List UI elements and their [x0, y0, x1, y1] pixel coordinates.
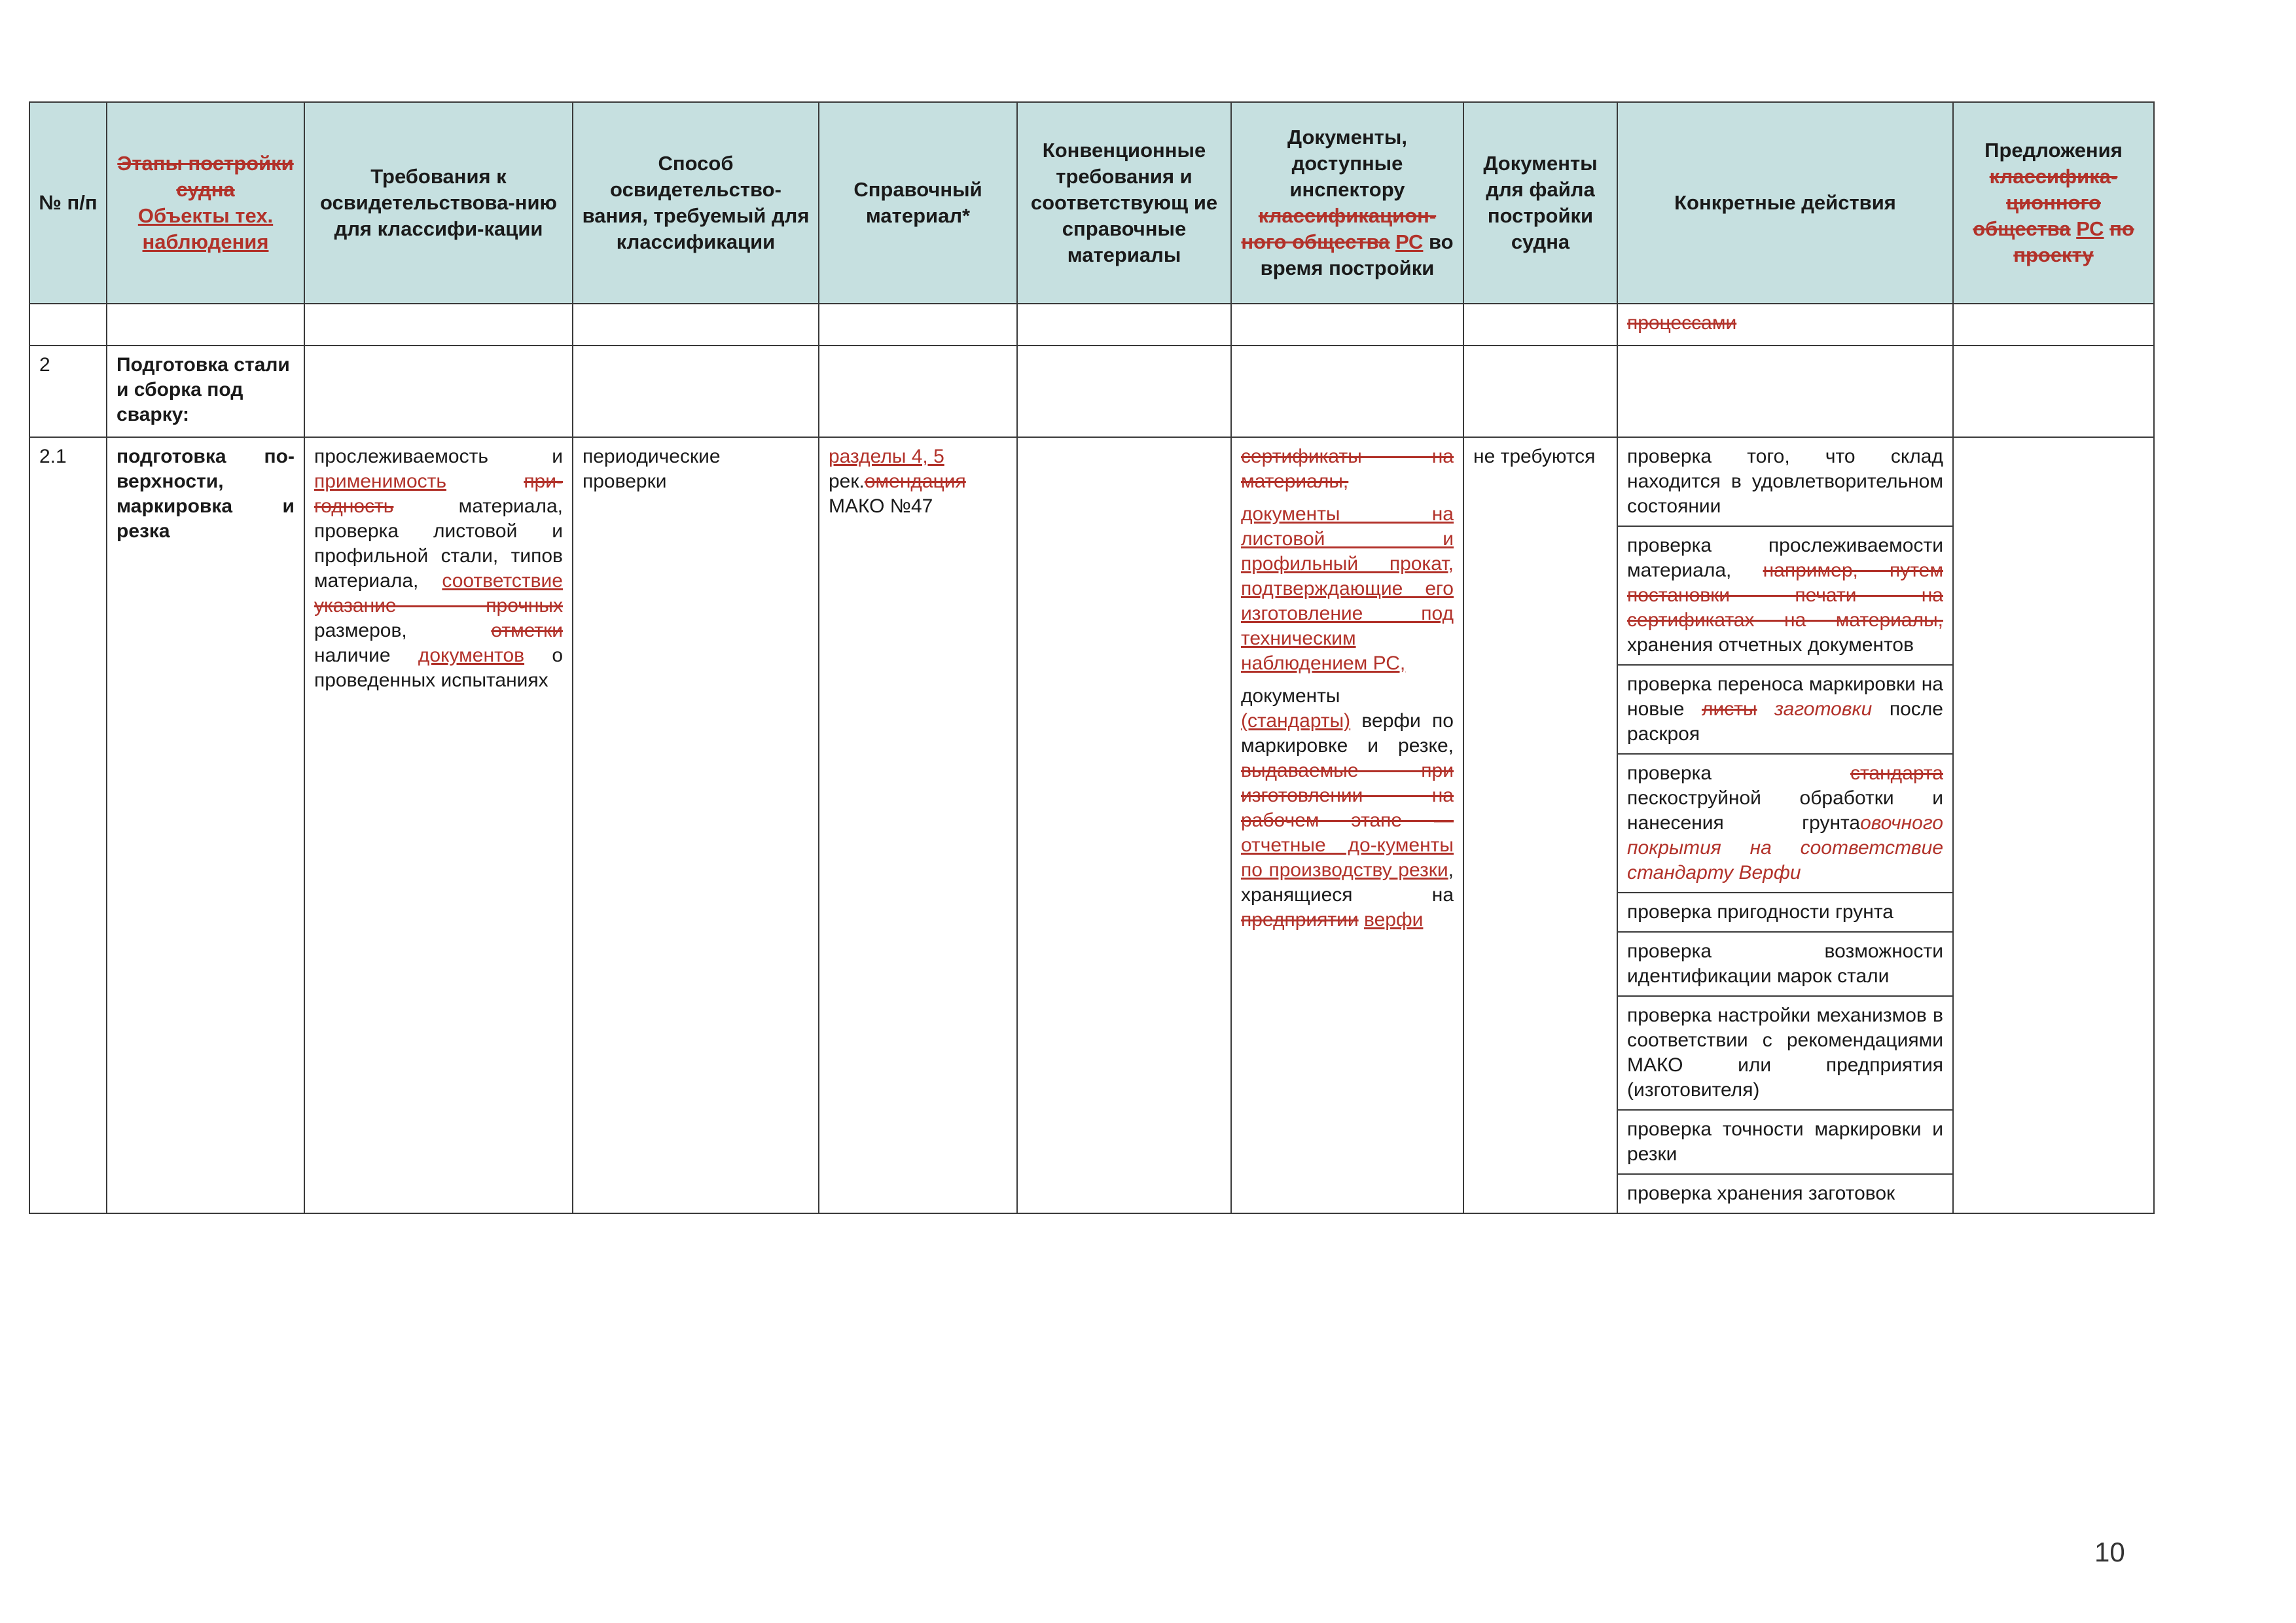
header-num: № п/п — [29, 102, 107, 304]
header-docs-inserted: РС — [1395, 230, 1424, 253]
item-docs-inspector: сертификаты на материалы, документы на листовой и профильный прокат, подтверждающие его изготовление под техническим наблюдением РС, документы (стандарты) верфи по маркировке и резке, выдаваемые при изготовлении на рабочем этапе — отчетные до-кументы по производству резки, хранящиеся на предприятии верфи — [1231, 437, 1463, 1213]
item-requirements: прослеживаемость и применимость при-годность материала, проверка листовой и профильной стали, типов материала, соответствие указание прочных размеров, отметки наличие документов о проведенных испытаниях — [304, 437, 573, 1213]
table-row-carryover — [29, 304, 2154, 346]
header-reference: Справочный материал* — [819, 102, 1017, 304]
item-reference: разделы 4, 5 рек.омендация МАКО №47 — [819, 437, 1017, 1213]
page-number: 10 — [2094, 1537, 2125, 1567]
header-stages-inserted: Объекты тех. наблюдения — [137, 204, 274, 253]
classification-table — [29, 101, 2155, 1214]
carryover-deleted-text: процессами — [1627, 312, 1737, 334]
item-conventional — [1017, 437, 1231, 1213]
item-number: 2.1 — [29, 437, 107, 1213]
header-stages-deleted: Этапы постройки судна — [117, 152, 294, 201]
stage-number: 2 — [29, 346, 107, 437]
header-stages — [107, 102, 304, 304]
header-method: Способ освидетельство-вания, требуемый для классификации — [573, 102, 819, 304]
action-item: проверка хранения заготовок — [1627, 1183, 1895, 1204]
table-row-stage-2 — [29, 346, 2154, 437]
header-actions: Конкретные действия — [1617, 102, 1953, 304]
table-row-item-2-1 — [29, 437, 2154, 1213]
action-item: проверка того, что склад находится в удовлетворительном состоянии — [1618, 438, 1952, 527]
header-proposals-deleted: классифика-ционного общества — [1973, 165, 2118, 240]
action-item: проверка точности маркировки и резки — [1618, 1111, 1952, 1175]
header-requirements: Требования к освидетельствова-нию для классифи-кации — [304, 102, 573, 304]
action-item: проверка прослеживаемости материала, например, путем постановки печати на сертификатах на материалы, хранения отчетных документов — [1618, 527, 1952, 666]
action-item: проверка пригодности грунта — [1618, 893, 1952, 933]
action-item: проверка возможности идентификации марок стали — [1618, 933, 1952, 997]
action-item: проверка переноса маркировки на новые листы заготовки после раскроя — [1618, 666, 1952, 755]
item-file-docs: не требуются — [1463, 437, 1617, 1213]
item-title: подготовка по-верхности, маркировка и резка — [107, 437, 304, 1213]
header-proposals-inserted: РС — [2076, 217, 2104, 240]
header-proposals: Предложения классифика-ционного общества РС по проекту — [1953, 102, 2154, 304]
header-conventional: Конвенционные требования и соответствующ ие справочные материалы — [1017, 102, 1231, 304]
item-actions — [1617, 437, 1953, 1213]
header-docs-inspector: Документы, доступные инспектору классификацион-ного общества РС во время постройки — [1231, 102, 1463, 304]
action-item: проверка настройки механизмов в соответствии с рекомендациями МАКО или предприятия (изготовителя) — [1618, 997, 1952, 1111]
header-docs-deleted: классификацион-ного общества — [1241, 204, 1437, 253]
item-proposals — [1953, 437, 2154, 1213]
table-header-row — [29, 102, 2154, 304]
action-item: проверка стандарта пескоструйной обработки и нанесения грунтаовочного покрытия на соответствие стандарту Верфи — [1618, 755, 1952, 893]
header-proposals-deleted-2: по проекту — [2013, 217, 2134, 266]
item-method: периодические проверки — [573, 437, 819, 1213]
stage-title: Подготовка стали и сборка под сварку: — [107, 346, 304, 437]
header-docs-file: Документы для файла постройки судна — [1463, 102, 1617, 304]
